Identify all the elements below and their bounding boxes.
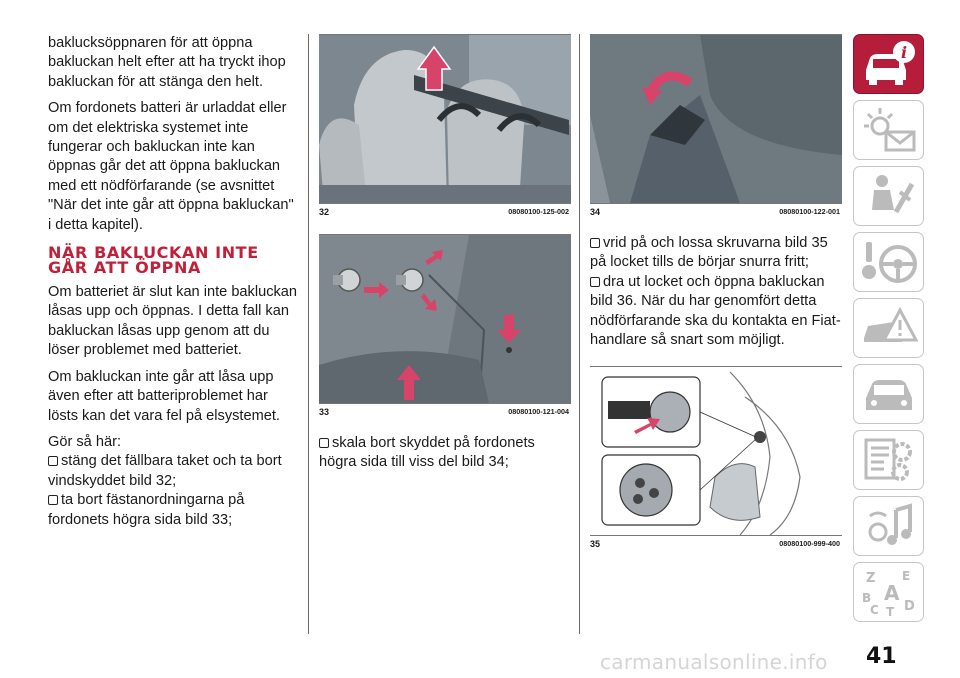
crash-icon [860,304,918,352]
tab-car-info[interactable] [853,34,924,94]
figure-caption [590,204,842,220]
figure-35 [590,366,842,536]
figure-34 [590,34,842,204]
bullet-item: skala bort skyddet på fordonets högra sida till viss del bild 34; [319,435,535,471]
paragraph: Gör så här: [48,433,121,450]
warning-lights-icon [860,106,918,154]
chapter-tabs [853,34,926,628]
trim-panel-illustration [590,35,842,203]
svg-text:E: E [902,569,911,583]
cover-screws-illustration [590,367,842,535]
tab-warning-lights[interactable] [853,100,924,160]
figure-caption [590,536,842,552]
tab-driving[interactable] [853,232,924,292]
car-service-icon [860,370,918,418]
page-number: 41 [866,644,897,669]
figure-number: 35 [590,539,601,550]
seat-airbag-icon [860,172,918,220]
checkbox-bullet-icon [590,277,600,287]
paragraph: baklucksöppnaren för att öppna bakluckan helt efter att ha tryckt ihop bakluckan för att stänga den helt. [48,35,286,90]
figure-code: 08080100-122-001 [779,207,840,216]
bullet-item: dra ut locket och öppna bakluckan bild 36. När du har genomfört detta nödförfarande ska du kontakta en Fiat-handlare så snart som möjligt. [590,273,841,349]
text-column-3 [590,34,842,566]
text-column-2 [319,34,571,473]
paragraph: Om bakluckan inte går att låsa upp även efter att batteriproblemet har lösts kan det vara fel på elsystemet. [48,368,280,424]
specs-gear-icon [860,436,918,484]
watermark: carmanualsonline.info [600,650,828,674]
svg-text:B: B [862,591,872,605]
figure-number: 33 [319,407,330,417]
tab-maintenance[interactable] [853,364,924,424]
convertible-seats-illustration [319,35,571,203]
svg-text:C: C [870,603,879,616]
svg-text:i: i [900,43,908,62]
tab-index[interactable] [853,562,924,622]
bullet-item: vrid på och lossa skruvarna bild 35 på locket tills de börjar snurra fritt; [590,235,828,271]
figure-33 [319,234,571,404]
checkbox-bullet-icon [590,238,600,248]
paragraph: Om fordonets batteri är urladdat eller om det elektriska systemet inte fungerar och bakluckan inte kan öppnas går det att öppna bakluckan med ett nödförfarande (se avsnittet "När det inte går att öppna bakluckan" i detta kapitel). [48,100,294,233]
checkbox-bullet-icon [48,495,58,505]
figure-number: 32 [319,207,330,217]
tab-emergency[interactable] [853,298,924,358]
tab-multimedia[interactable] [853,496,924,556]
paragraph: Om batteriet är slut kan inte bakluckan låsas upp och öppnas. I detta fall kan bakluckan låsas upp genom att du löser problemet med batteriet. [48,284,298,359]
figure-code: 08080100-121-004 [508,407,569,416]
figure-32 [319,34,571,204]
index-letters-icon [860,568,918,616]
checkbox-bullet-icon [319,438,329,448]
column-divider [308,34,309,634]
text-column-1 [48,34,298,530]
steering-wheel-icon [860,238,918,286]
bullet-item: ta bort fästanordningarna på fordonets högra sida bild 33; [48,492,245,528]
svg-text:D: D [904,599,915,614]
figure-number: 34 [590,207,601,217]
figure-code: 08080100-125-002 [508,207,569,216]
svg-text:Z: Z [866,571,876,586]
svg-text:T: T [886,605,895,616]
fasteners-illustration [319,235,571,403]
figure-caption [319,204,571,220]
section-heading: NÄR BAKLUCKAN INTE GÅR ATT ÖPPNA [48,243,259,278]
media-icon [860,502,918,550]
tab-safety[interactable] [853,166,924,226]
car-info-icon [860,40,918,88]
bullet-item: stäng det fällbara taket och ta bort vindskyddet bild 32; [48,453,282,489]
column-divider [579,34,580,634]
tab-technical-data[interactable] [853,430,924,490]
svg-text:A: A [884,581,900,605]
figure-code: 08080100-999-400 [779,539,840,549]
checkbox-bullet-icon [48,456,58,466]
figure-caption [319,404,571,420]
